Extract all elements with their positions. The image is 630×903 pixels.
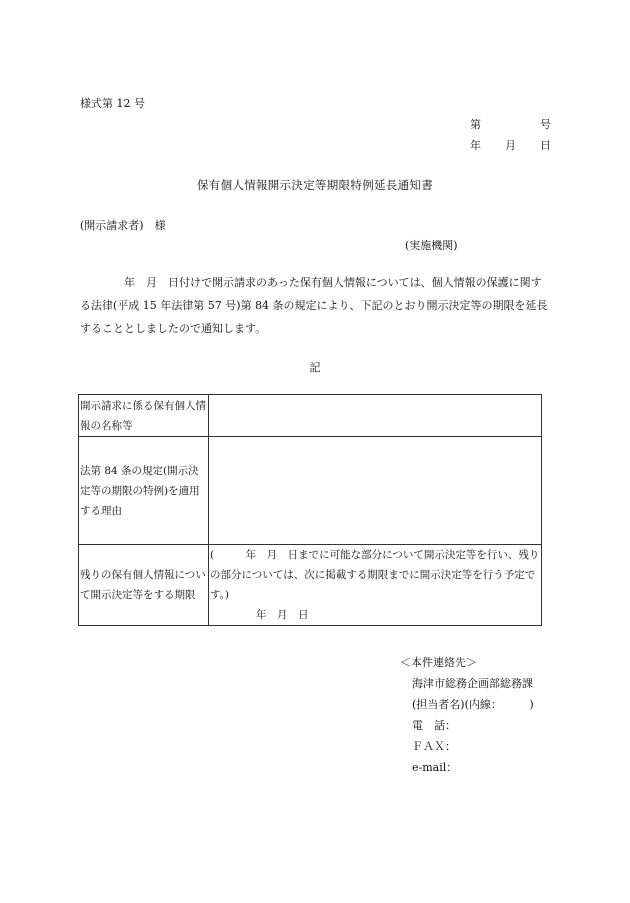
contact-person: (担当者名)(内線： ): [412, 698, 534, 711]
contact-fax: ＦＡＸ：: [412, 740, 456, 753]
date-day: 日: [540, 139, 551, 152]
deadline-text: ( 年 月 日までに可能な部分について開示決定等を行い、残りの部分については、次に掲載する期限までに開示決定等を行う予定です。): [210, 549, 540, 601]
notice-body-text: 年 月 日付けで開示請求のあった保有個人情報については、個人情報の保護に関する法律(平成 15 年法律第 57 号)第 84 条の規定により、下記のとおり開示決定等の期限を延長することとしましたので通知します。: [80, 276, 548, 335]
row3-value: [209, 545, 542, 626]
contact-email: e-mail：: [412, 761, 458, 774]
ki-heading: 記: [309, 361, 321, 374]
row2-value: [209, 437, 542, 545]
number-prefix: 第: [470, 118, 481, 131]
contact-department: 海津市総務企画部総務課: [412, 677, 533, 690]
contact-heading: ＜本件連絡先＞: [400, 656, 477, 669]
document-title: 保有個人情報開示決定等期限特例延長通知書: [197, 178, 433, 192]
deadline-date: 年 月 日: [256, 609, 309, 621]
implementing-agency: (実施機関): [405, 239, 458, 252]
row1-value: [209, 395, 542, 437]
row1-label: 開示請求に係る保有個人情報の名称等: [79, 395, 209, 437]
details-table: [78, 394, 542, 626]
form-number: 様式第 12 号: [80, 97, 145, 110]
row2-label: 法第 84 条の規定(開示決定等の期限の特例)を適用する理由: [79, 437, 209, 545]
date-year: 年: [470, 139, 481, 152]
number-suffix: 号: [540, 118, 551, 131]
table-row: [79, 437, 542, 545]
notice-body: [80, 271, 552, 340]
row3-label: 残りの保有個人情報について開示決定等をする期限: [79, 545, 209, 626]
contact-block: [400, 652, 534, 778]
contact-phone: 電 話：: [412, 719, 456, 732]
addressee: (開示請求者) 様: [80, 219, 166, 232]
table-row: [79, 545, 542, 626]
table-row: [79, 395, 542, 437]
date-month: 月: [505, 139, 516, 152]
